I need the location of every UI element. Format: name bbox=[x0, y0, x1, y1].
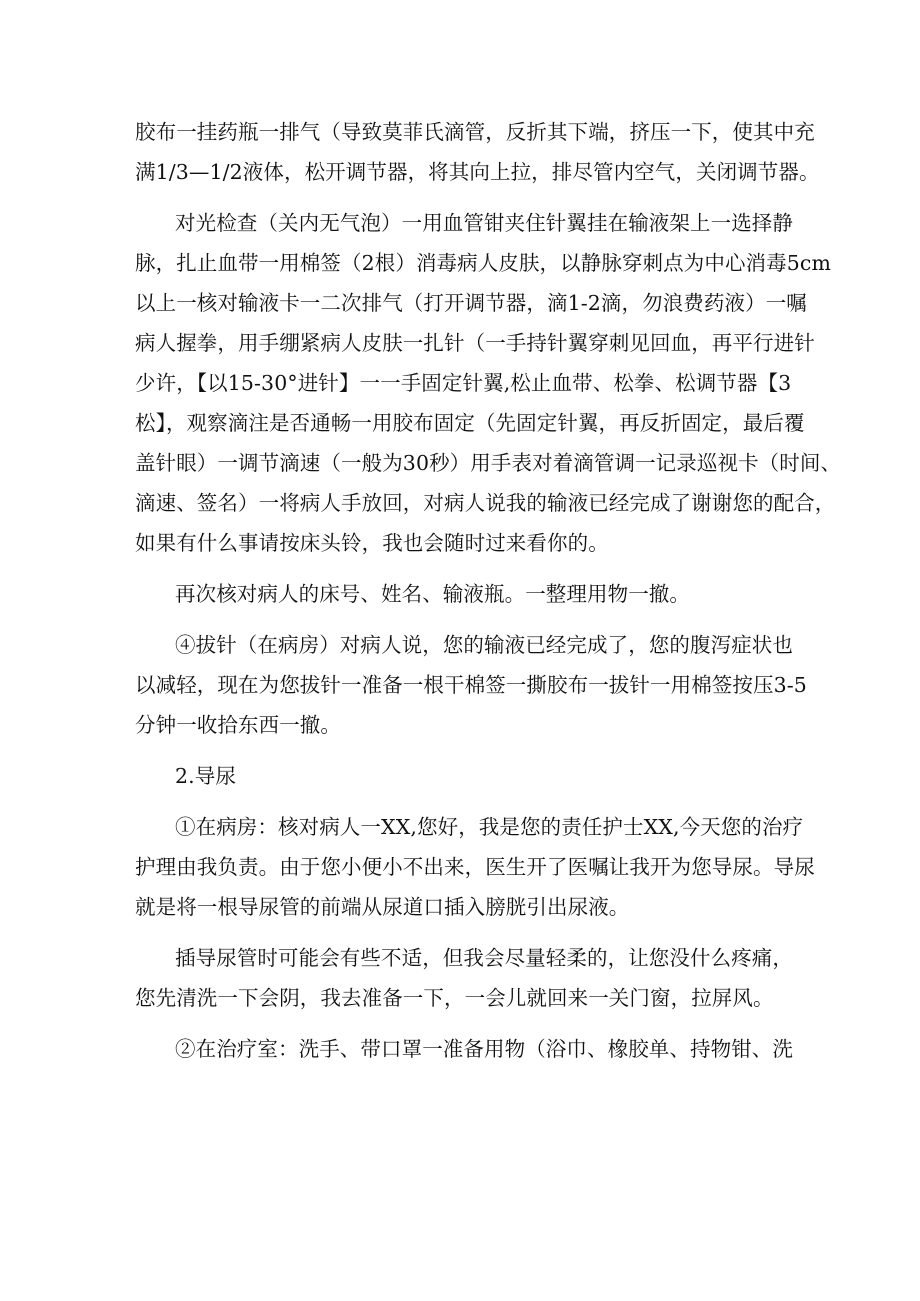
paragraph bbox=[135, 203, 842, 563]
text-line: 以上一核对输液卡一二次排气（打开调节器，滴1-2滴，勿浪费药液）一嘱 bbox=[135, 291, 807, 315]
paragraph bbox=[135, 112, 820, 192]
text-line: 以减轻，现在为您拔针一准备一根干棉签一撕胶布一拔针一用棉签按压3-5 bbox=[135, 673, 807, 697]
text-line: 护理由我负责。由于您小便小不出来，医生开了医嘱让我开为您导尿。导尿 bbox=[135, 855, 815, 879]
section-heading-text: 2.导尿 bbox=[175, 764, 236, 788]
text-line: ④拔针（在病房）对病人说，您的输液已经完成了，您的腹泻症状也 bbox=[175, 633, 793, 657]
text-line: 盖针眼）一调节滴速（一般为30秒）用手表对着滴管调一记录巡视卡（时间、 bbox=[135, 451, 842, 475]
text-line: 脉，扎止血带一用棉签（2根）消毒病人皮肤，以静脉穿刺点为中心消毒5cm bbox=[135, 251, 832, 275]
text-line: 对光检查（关内无气泡）一用血管钳夹住针翼挂在输液架上一选择静 bbox=[175, 211, 793, 235]
document-body bbox=[135, 112, 842, 1069]
section-heading bbox=[135, 756, 785, 796]
text-line: 您先清洗一下会阴，我去准备一下，一会儿就回来一关门窗，拉屏风。 bbox=[135, 986, 774, 1010]
text-line: ①在病房：核对病人一XX,您好，我是您的责任护士XX,今天您的治疗 bbox=[175, 815, 804, 839]
text-line: 再次核对病人的床号、姓名、输液瓶。一整理用物一撤。 bbox=[175, 582, 690, 606]
text-line: 胶布一挂药瓶一排气（导致莫菲氏滴管，反折其下端，挤压一下，使其中充 bbox=[135, 120, 815, 144]
text-line: 松】，观察滴注是否通畅一用胶布固定（先固定针翼，再反折固定，最后覆 bbox=[135, 411, 805, 435]
text-line: 就是将一根导尿管的前端从尿道口插入膀胱引出尿液。 bbox=[135, 895, 630, 919]
text-line: ②在治疗室：洗手、带口罩一准备用物（浴巾、橡胶单、持物钳、洗 bbox=[175, 1037, 793, 1061]
text-line: 少许，【以15-30°进针】一一手固定针翼,松止血带、松拳、松调节器【3 bbox=[135, 371, 792, 395]
text-line: 如果有什么事请按床头铃，我也会随时过来看你的。 bbox=[135, 531, 609, 555]
paragraph bbox=[135, 1029, 793, 1069]
text-line: 滴速、签名）一将病人手放回，对病人说我的输液已经完成了谢谢您的配合， bbox=[135, 491, 836, 515]
paragraph bbox=[135, 625, 807, 745]
paragraph bbox=[135, 807, 815, 927]
text-line: 满1/3—1/2液体，松开调节器，将其向上拉，排尽管内空气，关闭调节器。 bbox=[135, 160, 820, 184]
paragraph bbox=[135, 938, 793, 1018]
text-line: 病人握拳，用手绷紧病人皮肤一扎针（一手持针翼穿刺见回血，再平行进针 bbox=[135, 331, 815, 355]
text-line: 插导尿管时可能会有些不适，但我会尽量轻柔的，让您没什么疼痛， bbox=[175, 946, 793, 970]
paragraph bbox=[135, 574, 785, 614]
text-line: 分钟一收拾东西一撤。 bbox=[135, 713, 341, 737]
